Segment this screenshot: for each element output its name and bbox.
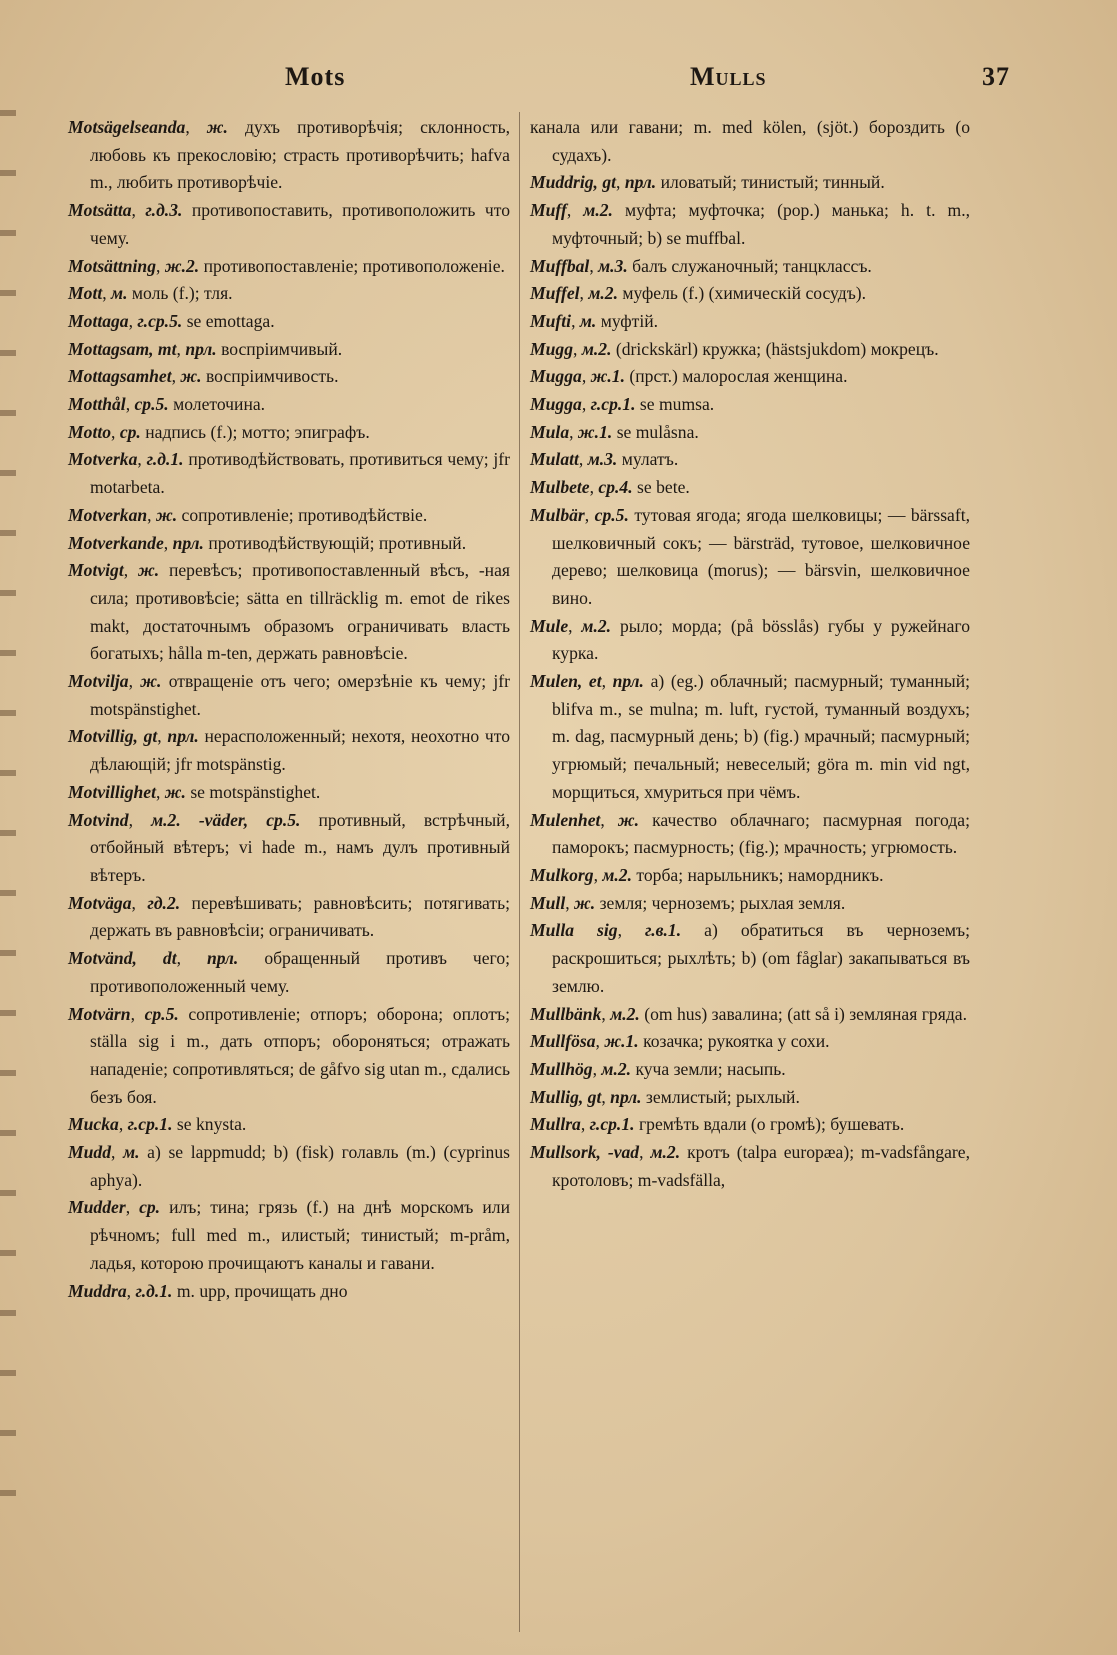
entry-grammar: ср.5. xyxy=(134,394,169,415)
entry-grammar: ж. xyxy=(617,809,640,830)
dictionary-entry: Motvärn, ср.5. сопротивленіе; отпоръ; оборона; оплотъ; ställa sig i m., дать отпоръ; обороняться; отражать нападеніе; сопротивляться; de gåfvo sig utan m., сдались безъ боя. xyxy=(68,1003,510,1107)
entry-definition: гремѣть вдали (о громѣ); бушевать. xyxy=(638,1114,905,1135)
entry-definition: обращенный противъ чего; противоположенный чему. xyxy=(90,948,511,996)
entry-headword: Mulenhet xyxy=(530,809,601,830)
page-header xyxy=(70,62,1070,102)
dictionary-entry: Motverkande, прл. противодѣйствующій; противный. xyxy=(68,532,467,553)
entry-headword: Mudd xyxy=(68,1142,112,1163)
dictionary-entry: Muffbal, м.3. балъ служаночный; танцклассъ. xyxy=(530,255,872,276)
column-divider xyxy=(519,112,520,1632)
entry-headword: Mullbänk xyxy=(530,1003,602,1024)
entry-grammar: ж. xyxy=(574,892,596,913)
entry-headword: Motverka xyxy=(68,449,138,470)
dictionary-entry: Mottaga, г.ср.5. se emottaga. xyxy=(68,310,275,331)
entry-grammar: м.2. xyxy=(601,1058,632,1079)
entry-definition: противодѣйствующій; противный. xyxy=(208,532,467,553)
entry-grammar: ж.1. xyxy=(577,421,613,442)
entry-grammar: ж. xyxy=(180,366,202,387)
entry-headword: Muddrig, gt xyxy=(530,172,617,193)
entry-headword: Mullfösa xyxy=(530,1031,596,1052)
entry-headword: Mugg xyxy=(530,338,574,359)
entry-headword: Mugga xyxy=(530,394,582,415)
entry-headword: Mule xyxy=(530,615,569,636)
page-edge-marks xyxy=(0,110,16,1510)
entry-definition: землистый; рыхлый. xyxy=(645,1086,800,1107)
entry-headword: Mullra xyxy=(530,1114,581,1135)
entry-definition: воспріимчивый. xyxy=(221,338,343,359)
dictionary-entry: Motväga, гд.2. перевѣшивать; равновѣсить; потягивать; держать въ равновѣсіи; ограничивать. xyxy=(68,892,511,941)
dictionary-entry: Muffel, м.2. муфель (f.) (химическій сосудъ). xyxy=(530,283,867,304)
entry-grammar: ср.5. xyxy=(144,1003,179,1024)
dictionary-entry: Mull, ж. земля; черноземъ; рыхлая земля. xyxy=(530,892,846,913)
dictionary-entry: Mulkorg, м.2. торба; нарыльникъ; намордникъ. xyxy=(530,864,884,885)
dictionary-entry: Muddra, г.д.1. m. upp, прочищать дно xyxy=(68,1280,348,1301)
entry-definition: воспріимчивость. xyxy=(205,366,339,387)
dictionary-entry: Mullsork, -vad, м.2. кротъ (talpa europæa); m-vadsfångare, кротоловъ; m-vadsfälla, xyxy=(530,1142,970,1190)
entry-headword: Muff xyxy=(530,200,567,221)
entry-definition: перевѣсъ; противопоставленный вѣсъ, -ная сила; противовѣсіе; sätta en tillräcklig m. emot de rikes makt, достаточнымъ образомъ ограничивать власть богатыхъ; hålla m-ten, держать равновѣсіе. xyxy=(90,560,511,664)
dictionary-entry: Motvillighet, ж. se motspänstighet. xyxy=(68,781,321,802)
entry-definition: муфель (f.) (химическій сосудъ). xyxy=(622,283,867,304)
entry-grammar: г.д.1. xyxy=(146,449,184,470)
entry-definition: a) обратиться въ черноземъ; раскрошиться; рыхлѣть; b) (om fåglar) закапываться въ землю. xyxy=(552,920,970,996)
entry-definition: муфтій. xyxy=(600,310,659,331)
entry-definition: качество облачнаго; пасмурная погода; паморокъ; пасмурность; (fig.); мрачность; угрюмость. xyxy=(552,809,970,858)
entry-headword: Mullig, gt xyxy=(530,1086,602,1107)
entry-grammar: м.2. -väder, ср.5. xyxy=(151,809,301,830)
entry-definition: m. upp, прочищать дно xyxy=(176,1280,348,1301)
dictionary-entry: Mullra, г.ср.1. гремѣть вдали (о громѣ); бушевать. xyxy=(530,1114,905,1135)
entry-grammar: ср. xyxy=(119,421,141,442)
dictionary-entry: Mullbänk, м.2. (om hus) завалина; (att så i) земляная гряда. xyxy=(530,1003,967,1024)
entry-headword: Mulen, et xyxy=(530,671,602,692)
dictionary-entry: Mulen, et, прл. a) (eg.) облачный; пасмурный; туманный; blifva m., se mulna; m. luft, густой, туманный воздухъ; m. dag, пасмурный день; b) (fig.) мрачный; пасмурный; угрюмый; печальный; невеселый; göra m. min vid ngt, морщиться, хмуриться при чёмъ. xyxy=(530,671,971,802)
entry-definition: сопротивленіе; отпоръ; оборона; оплотъ; ställa sig i m., дать отпоръ; обороняться; отражать нападеніе; сопротивляться; de gåfvo sig utan m., сдались безъ боя. xyxy=(90,1003,510,1107)
entry-grammar: г.д.3. xyxy=(145,200,183,221)
entry-grammar: прл. xyxy=(624,172,657,193)
entry-definition: куча земли; насыпь. xyxy=(635,1058,786,1079)
entry-grammar: ж. xyxy=(155,504,178,525)
entry-grammar: прл. xyxy=(612,671,644,692)
entry-definition: se mulåsna. xyxy=(616,421,699,442)
dictionary-entry: Mottagsamhet, ж. воспріимчивость. xyxy=(68,366,339,387)
dictionary-entry: Muddrig, gt, прл. иловатый; тинистый; тинный. xyxy=(530,172,885,193)
dictionary-entry: Mulla sig, г.в.1. a) обратиться въ черноземъ; раскрошиться; рыхлѣть; b) (om fåglar) закапываться въ землю. xyxy=(530,920,970,996)
entry-headword: Mulbär xyxy=(530,504,585,525)
entry-headword: Motverkan xyxy=(68,504,148,525)
entry-headword: Motvänd, dt xyxy=(68,948,177,969)
entry-headword: Muffbal xyxy=(530,255,590,276)
dictionary-entry: Mula, ж.1. se mulåsna. xyxy=(530,421,699,442)
dictionary-entry: Mufti, м. муфтій. xyxy=(530,310,659,331)
entry-grammar: гд.2. xyxy=(147,892,181,913)
entry-headword: Motthål xyxy=(68,394,126,415)
entry-grammar: м. xyxy=(111,283,128,304)
entry-definition: канала или гавани; m. med kölen, (sjöt.) бороздить (о судахъ). xyxy=(530,117,970,165)
entry-headword: Motsätta xyxy=(68,200,132,221)
dictionary-entry: Motvänd, dt, прл. обращенный противъ чего; противоположенный чему. xyxy=(68,948,511,996)
entry-headword: Motväga xyxy=(68,892,132,913)
entry-definition: отвращеніе отъ чего; омерзѣніе къ чему; jfr motspänstighet. xyxy=(90,671,510,719)
entry-definition: перевѣшивать; равновѣсить; потягивать; держать въ равновѣсіи; ограничивать. xyxy=(90,892,511,941)
entry-definition: земля; черноземъ; рыхлая земля. xyxy=(599,892,846,913)
entry-grammar: ср.5. xyxy=(594,504,629,525)
entry-headword: Motvind xyxy=(68,809,129,830)
entry-grammar: ж.1. xyxy=(604,1031,639,1052)
entry-grammar: прл. xyxy=(172,532,204,553)
entry-headword: Motto xyxy=(68,421,112,442)
entry-definition: se knysta. xyxy=(176,1114,247,1135)
dictionary-entry: Motvigt, ж. перевѣсъ; противопоставленный вѣсъ, -ная сила; противовѣсіе; sätta en tillräcklig m. emot de rikes makt, достаточнымъ образомъ ограничивать власть богатыхъ; hålla m-ten, держать равновѣсіе. xyxy=(68,560,511,664)
entry-grammar: прл. xyxy=(610,1086,642,1107)
entry-headword: Mott xyxy=(68,283,103,304)
entry-definition: (drickskärl) кружка; (hästsjukdom) мокрецъ. xyxy=(615,338,939,359)
entry-headword: Mufti xyxy=(530,310,572,331)
entry-headword: Motsägelseanda xyxy=(68,117,186,137)
dictionary-entry: Mullig, gt, прл. землистый; рыхлый. xyxy=(530,1086,800,1107)
entry-headword: Mottagsamhet xyxy=(68,366,172,387)
entry-definition: муфта; муфточка; (pop.) манька; h. t. m., муфточный; b) se muffbal. xyxy=(552,200,970,248)
dictionary-entry: Motverka, г.д.1. противодѣйствовать, противиться чему; jfr motarbeta. xyxy=(68,449,511,498)
entry-definition: нерасположенный; нехотя, неохотно что дѣлающій; jfr motspänstig. xyxy=(90,726,510,775)
entry-grammar: г.ср.1. xyxy=(127,1114,173,1135)
entry-grammar: ж. xyxy=(140,671,162,692)
entry-definition: противопоставить, противоположить что чему. xyxy=(90,200,510,248)
entry-definition: духъ противорѣчія; склонность, любовь къ прекословію; страсть противорѣчить; hafva m., любить противорѣчіе. xyxy=(90,117,511,193)
entry-headword: Motvillighet xyxy=(68,781,156,802)
entry-grammar: м.3. xyxy=(587,449,618,470)
entry-definition: противный, встрѣчный, отбойный вѣтеръ; vi hade m., намъ дулъ противный вѣтеръ. xyxy=(90,809,510,885)
entry-headword: Motvillig, gt xyxy=(68,726,158,747)
entry-definition: тутовая ягода; ягода шелковицы; — bärssaft, шелковичный сокъ; — bärsträd, тутовое, шелковичное дерево; шелковица (morus); — bärsvin, шелковичное вино. xyxy=(552,504,970,608)
entry-definition: se emottaga. xyxy=(186,310,275,331)
entry-grammar: прл. xyxy=(185,338,217,359)
entry-headword: Mula xyxy=(530,421,570,442)
dictionary-entry: Mottagsam, mt, прл. воспріимчивый. xyxy=(68,338,343,359)
entry-grammar: м.2. xyxy=(610,1003,640,1024)
dictionary-entry: Mullfösa, ж.1. козачка; рукоятка у сохи. xyxy=(530,1031,830,1052)
dictionary-entry: Motthål, ср.5. молеточина. xyxy=(68,394,266,415)
dictionary-entry: Motsätta, г.д.3. противопоставить, противоположить что чему. xyxy=(68,200,510,248)
entry-definition: балъ служаночный; танцклассъ. xyxy=(632,255,872,276)
entry-definition: (прст.) малорослая женщина. xyxy=(629,366,848,387)
dictionary-entry: Mugga, г.ср.1. se mumsa. xyxy=(530,394,715,415)
entry-definition: se motspänstighet. xyxy=(190,781,321,802)
entry-definition: козачка; рукоятка у сохи. xyxy=(643,1031,830,1052)
entry-grammar: м.2. xyxy=(602,864,633,885)
entry-definition: мулатъ. xyxy=(621,449,679,470)
entry-grammar: ж. xyxy=(164,781,186,802)
entry-grammar: ж.1. xyxy=(590,366,625,387)
dictionary-entry: Motsägelseanda, ж. духъ противорѣчія; склонность, любовь къ прекословію; страсть противорѣчить; hafva m., любить противорѣчіе. xyxy=(68,117,511,193)
entry-grammar: ж.2. xyxy=(164,255,200,276)
entry-headword: Motverkande xyxy=(68,532,164,553)
entry-grammar: г.д.1. xyxy=(135,1280,173,1301)
page-number: 37 xyxy=(982,62,1010,91)
entry-definition: (om hus) завалина; (att så i) земляная гряда. xyxy=(644,1003,967,1024)
entry-headword: Mudder xyxy=(68,1197,126,1218)
entry-grammar: ср. xyxy=(139,1197,161,1218)
entry-definition: кротъ (talpa europæa); m-vadsfångare, кротоловъ; m-vadsfälla, xyxy=(552,1142,970,1190)
entry-headword: Mulkorg xyxy=(530,864,594,885)
dictionary-entry: Motvilja, ж. отвращеніе отъ чего; омерзѣніе къ чему; jfr motspänstighet. xyxy=(68,671,510,719)
entry-headword: Muffel xyxy=(530,283,580,304)
entry-headword: Mulla sig xyxy=(530,920,618,941)
dictionary-entry: Mulbär, ср.5. тутовая ягода; ягода шелковицы; — bärssaft, шелковичный сокъ; — bärsträd, тутовое, шелковичное дерево; шелковица (morus); — bärsvin, шелковичное вино. xyxy=(530,504,970,608)
entry-grammar: м.2. xyxy=(588,283,618,304)
entry-definition: противодѣйствовать, противиться чему; jfr motarbeta. xyxy=(90,449,511,498)
entry-grammar: прл. xyxy=(167,726,199,747)
dictionary-entry: Mugg, м.2. (drickskärl) кружка; (hästsjukdom) мокрецъ. xyxy=(530,338,939,359)
left-column xyxy=(68,114,510,1305)
entry-grammar: м.2. xyxy=(581,615,612,636)
entry-grammar: м. xyxy=(579,310,597,331)
entry-definition: se bete. xyxy=(637,477,690,498)
entry-grammar: г.в.1. xyxy=(644,920,682,941)
entry-grammar: м.3. xyxy=(598,255,628,276)
entry-definition: сопротивленіе; противодѣйствіе. xyxy=(181,504,428,525)
dictionary-entry: Mulatt, м.3. мулатъ. xyxy=(530,449,679,470)
entry-grammar: прл. xyxy=(206,948,239,969)
dictionary-entry: Mucka, г.ср.1. se knysta. xyxy=(68,1114,247,1135)
dictionary-entry: Motsättning, ж.2. противопоставленіе; противоположеніе. xyxy=(68,255,505,276)
entry-grammar: м.2. xyxy=(583,200,613,221)
dictionary-entry: Mott, м. моль (f.); тля. xyxy=(68,283,233,304)
dictionary-entry: Motto, ср. надпись (f.); мотто; эпиграфъ. xyxy=(68,421,370,442)
dictionary-entry: Mulenhet, ж. качество облачнаго; пасмурная погода; паморокъ; пасмурность; (fig.); мрачность; угрюмость. xyxy=(530,809,970,858)
entry-headword: Mottagsam, mt xyxy=(68,338,177,359)
right-column xyxy=(530,114,970,1194)
dictionary-entry xyxy=(530,114,970,169)
entry-definition: противопоставленіе; противоположеніе. xyxy=(203,255,505,276)
header-left-title: Mots xyxy=(285,62,346,91)
dictionary-entry: Mulbete, ср.4. se bete. xyxy=(530,477,690,498)
dictionary-entry: Mudder, ср. илъ; тина; грязь (f.) на днѣ морскомъ или рѣчномъ; full med m., илистый; тинистый; m-pråm, ладья, которою прочищаютъ каналы и гавани. xyxy=(68,1197,510,1273)
entry-headword: Muddra xyxy=(68,1280,127,1301)
entry-grammar: г.ср.1. xyxy=(589,1114,635,1135)
dictionary-entry: Motvillig, gt, прл. нерасположенный; нехотя, неохотно что дѣлающій; jfr motspänstig. xyxy=(68,726,510,775)
entry-definition: рыло; морда; (på bösslås) губы у ружейнаго курка. xyxy=(552,615,970,664)
entry-headword: Mucka xyxy=(68,1114,119,1135)
entry-headword: Mottaga xyxy=(68,310,129,331)
entry-definition: торба; нарыльникъ; намордникъ. xyxy=(636,864,884,885)
entry-definition: моль (f.); тля. xyxy=(131,283,233,304)
entry-definition: илъ; тина; грязь (f.) на днѣ морскомъ или рѣчномъ; full med m., илистый; тинистый; m-pråm, ладья, которою прочищаютъ каналы и гавани. xyxy=(90,1197,510,1273)
entry-headword: Mulatt xyxy=(530,449,579,470)
entry-headword: Motvärn xyxy=(68,1003,131,1024)
header-right-title: Mulls xyxy=(690,62,767,91)
entry-grammar: м. xyxy=(123,1142,140,1163)
entry-headword: Mullsork, -vad xyxy=(530,1142,640,1163)
entry-headword: Motsättning xyxy=(68,255,157,276)
entry-grammar: г.ср.5. xyxy=(137,310,183,331)
entry-grammar: г.ср.1. xyxy=(590,394,636,415)
dictionary-entry: Mudd, м. a) se lappmudd; b) (fisk) голавль (m.) (cyprinus aphya). xyxy=(68,1142,510,1190)
entry-headword: Mugga xyxy=(530,366,582,387)
entry-definition: иловатый; тинистый; тинный. xyxy=(660,172,885,193)
entry-definition: a) (eg.) облачный; пасмурный; туманный; blifva m., se mulna; m. luft, густой, туманный воздухъ; m. dag, пасмурный день; b) (fig.) мрачный; пасмурный; угрюмый; печальный; невеселый; göra m. min vid ngt, морщиться, хмуриться при чёмъ. xyxy=(552,671,971,802)
entry-grammar: ж. xyxy=(206,117,228,137)
dictionary-entry: Mugga, ж.1. (прст.) малорослая женщина. xyxy=(530,366,848,387)
entry-headword: Motvigt xyxy=(68,560,124,581)
entry-headword: Mulbete xyxy=(530,477,590,498)
dictionary-entry: Motverkan, ж. сопротивленіе; противодѣйствіе. xyxy=(68,504,428,525)
entry-definition: a) se lappmudd; b) (fisk) голавль (m.) (cyprinus aphya). xyxy=(90,1142,510,1190)
entry-grammar: м.2. xyxy=(581,338,612,359)
entry-grammar: ср.4. xyxy=(598,477,633,498)
entry-definition: надпись (f.); мотто; эпиграфъ. xyxy=(145,421,370,442)
dictionary-entry: Mullhög, м.2. куча земли; насыпь. xyxy=(530,1058,786,1079)
entry-grammar: ж. xyxy=(137,560,160,581)
entry-definition: se mumsa. xyxy=(639,394,715,415)
dictionary-entry: Motvind, м.2. -väder, ср.5. противный, встрѣчный, отбойный вѣтеръ; vi hade m., намъ дулъ противный вѣтеръ. xyxy=(68,809,510,885)
entry-grammar: м.2. xyxy=(650,1142,681,1163)
dictionary-entry: Muff, м.2. муфта; муфточка; (pop.) манька; h. t. m., муфточный; b) se muffbal. xyxy=(530,200,970,248)
entry-definition: молеточина. xyxy=(173,394,266,415)
entry-headword: Mull xyxy=(530,892,566,913)
entry-headword: Mullhög xyxy=(530,1058,593,1079)
entry-headword: Motvilja xyxy=(68,671,129,692)
dictionary-entry: Mule, м.2. рыло; морда; (på bösslås) губы у ружейнаго курка. xyxy=(530,615,970,664)
